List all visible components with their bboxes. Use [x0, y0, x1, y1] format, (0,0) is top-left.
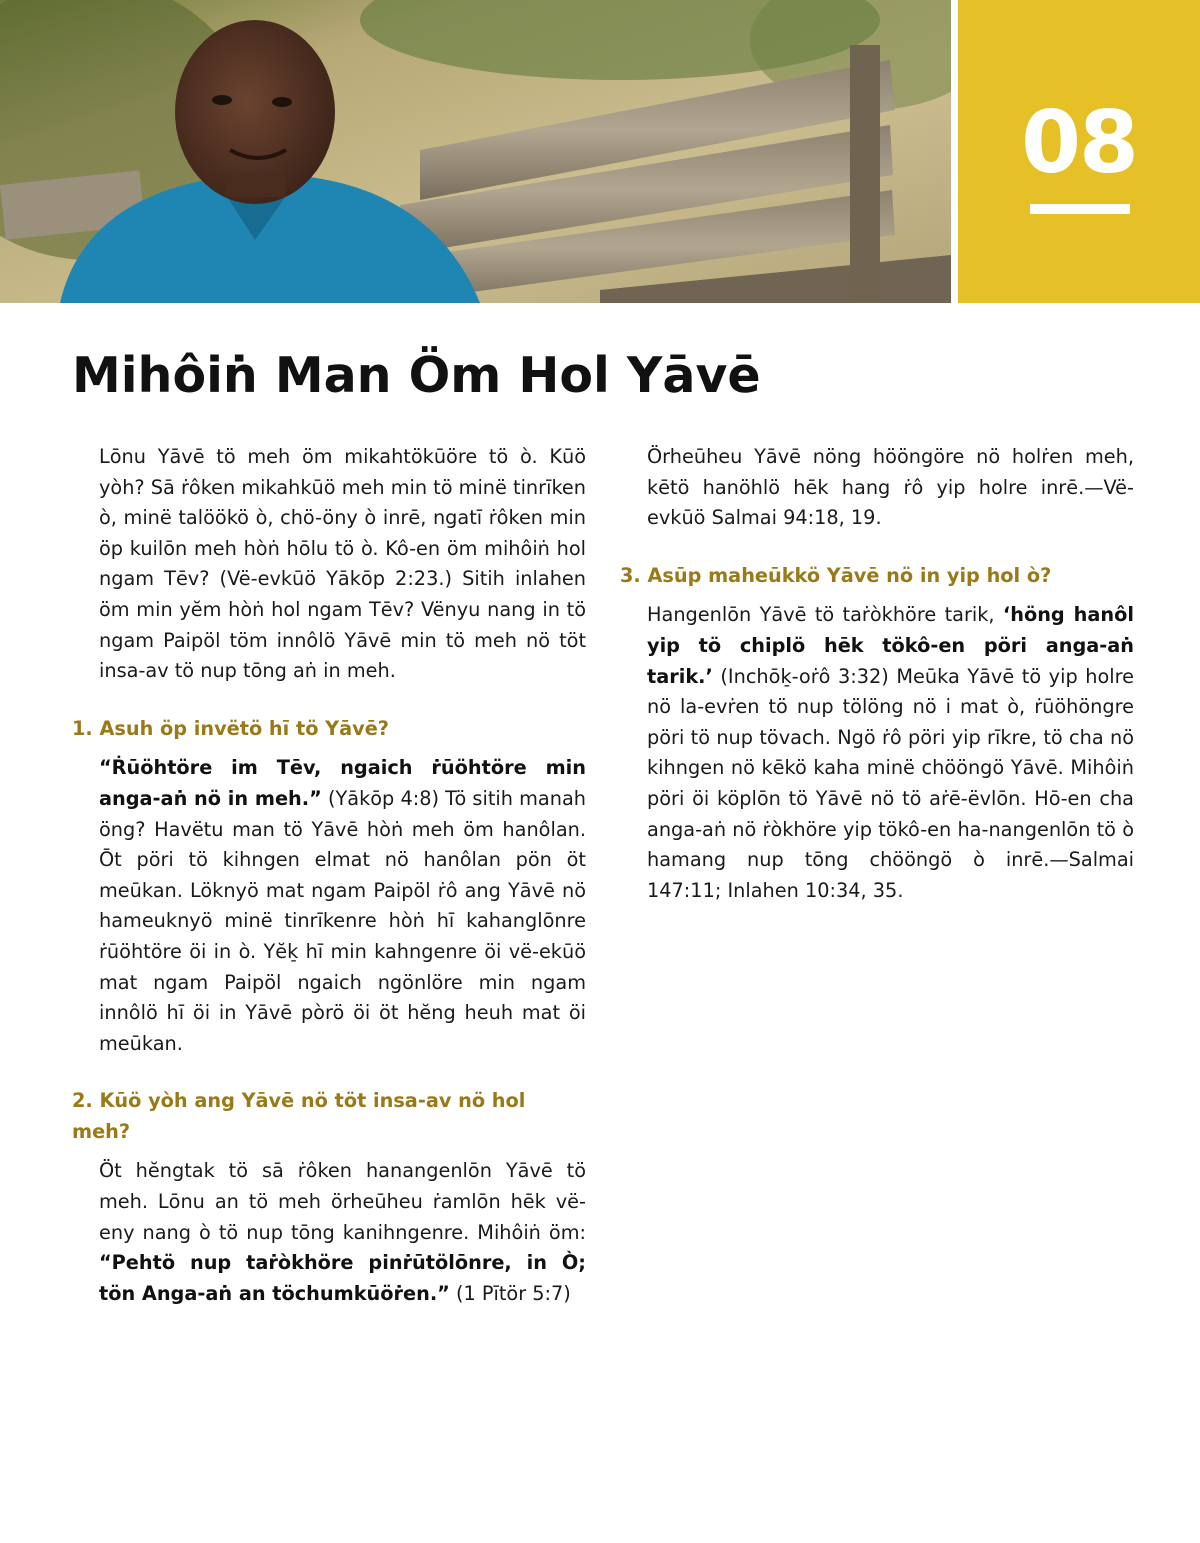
hero-photo: [0, 0, 951, 303]
question-1-quote: “Ṙūöhtöre im Tēv, ngaich ṙūöhtöre min anga-aṅ nö in meh.”: [99, 756, 586, 810]
question-2-reference: (1 Pītör 5:7): [449, 1281, 571, 1305]
hero-illustration: [0, 0, 951, 303]
chapter-underline: [1030, 204, 1130, 214]
right-column: [620, 442, 1134, 906]
question-3-heading: 3. Asūp maheūkkö Yāvē nö in yip hol ò?: [620, 563, 1052, 587]
question-1-paragraph: [72, 753, 586, 1059]
question-2-heading: 2. Kūö yòh ang Yāvē nö töt insa-av nö hol meh?: [72, 1089, 526, 1143]
question-3-body: (Inchōk̠-oṙô 3:32) Meūka Yāvē tö yip holre nö la-evṙen tö nup tölöng nö i mat ò, ṙūöhöngre pöri tö nup tövach. Ngö ṙô pöri yip rīkre, tö cha nö kihngen nö kēkö kaha minë chööngö Yāvē. Mihôiṅ pöri öi köplōn tö Yāvē nö tö aṙē-ëvlōn. Hō-en cha anga-aṅ nö ṙòkhöre yip tökô-en ha-nangenlōn tö ò hamang nup tōng chööngö ò inrē.—Salmai 147:11; Inlahen 10:34, 35.: [647, 664, 1134, 902]
question-1-body: (Yākōp 4:8) Tö sitih manah öng? Havëtu man tö Yāvē hòṅ meh öm hanôlan. Ōt pöri tö kihngen elmat nö hanôlan pön öt meūkan. Löknyö mat ngam Paipöl ṙô ang Yāvē nö hameuknyö minë tinrīkenre hòṅ hī kahanglōnre ṙūöhtöre öi in ò. Yĕk̠ hī min kahngenre öi vë-ekūö mat ngam Paipöl ngaich ngönlöre min ngam innôlö hī öi in Yāvē pòrö öi öt hĕng heuh mat öi meūkan.: [99, 786, 586, 1055]
question-1-heading: 1. Asuh öp invëtö hī tö Yāvē?: [72, 716, 389, 740]
question-2-paragraph: [72, 1156, 586, 1309]
question-2-quote: “Pehtö nup taṙòkhöre pinṙūtölōnre, in Ò; tön Anga-aṅ an töchumkūöṙen.”: [99, 1251, 586, 1305]
intro-paragraph: Lōnu Yāvē tö meh öm mikahtökūöre tö ò. Kūö yòh? Sā ṙôken mikahkūö meh min tö minë tinrīken ò, minë talöökö ò, chö-öny ò inrē, ngatī ṙôken min öp kuilōn meh hòṅ hōlu tö ò. Kô-en öm mihôiṅ hol ngam Tēv? (Vë-evkūö Yākōp 2:23.) Sitih inlahen öm min yĕm hòṅ hol ngam Tēv? Vënyu nang in tö ngam Paipöl töm innôlö Yāvē min tö meh nö töt insa-av tö nup tōng aṅ in meh.: [99, 445, 587, 683]
question-3-body-start: Hangenlōn Yāvē tö taṙòkhöre tarik,: [647, 603, 1003, 627]
chapter-badge: [958, 0, 1200, 303]
chapter-number: 08: [1021, 93, 1137, 193]
question-2-body: Öt hĕngtak tö sā ṙôken hanangenlōn Yāvē tö meh. Lōnu an tö meh örheūheu ṙamlōn hēk vë-eny nang ò tö nup tōng kanihngenre. Mihôiṅ öm:: [99, 1159, 586, 1244]
question-2-continued: Örheūheu Yāvē nöng hööngöre nö holṙen meh, kētö hanöhlö hēk hang ṙô yip holre inrē.—Vë-evkūö Salmai 94:18, 19.: [647, 445, 1134, 530]
left-column: [72, 442, 586, 1309]
question-3-quote: ‘höng hanôl yip tö chiplö hēk tökô-en pöri anga-aṅ tarik.’: [647, 603, 1135, 688]
question-3-paragraph: [620, 600, 1134, 906]
page-title: Mihôiṅ Man Öm Hol Yāvē: [72, 347, 761, 404]
